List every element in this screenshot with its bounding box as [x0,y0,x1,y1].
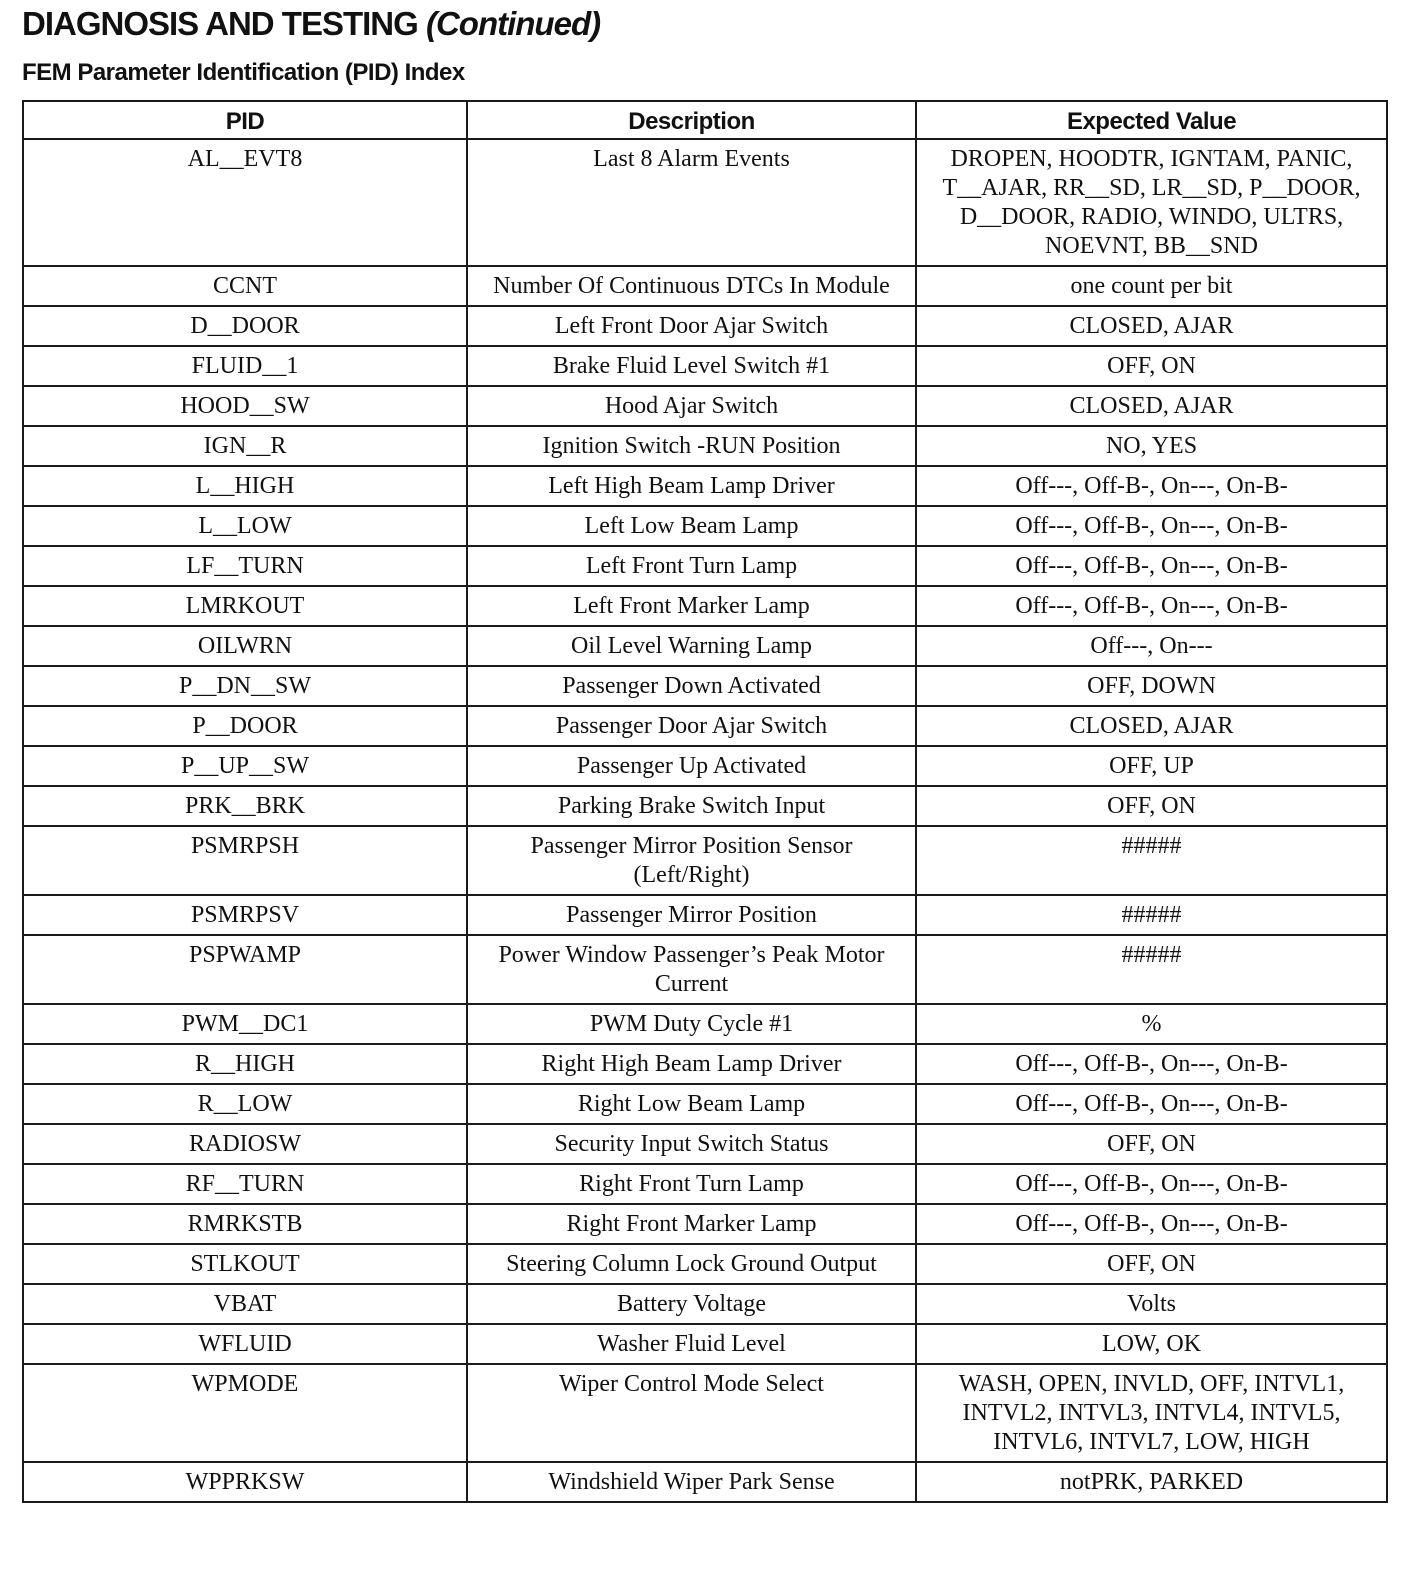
expected-value-cell: ##### [916,826,1387,895]
table-row [23,1044,1387,1084]
table-header-row [23,101,1387,139]
expected-value-cell: OFF, ON [916,786,1387,826]
pid-cell: P__DN__SW [23,666,467,706]
pid-cell: R__HIGH [23,1044,467,1084]
expected-value-cell: NO, YES [916,426,1387,466]
table-row [23,706,1387,746]
pid-cell: RF__TURN [23,1164,467,1204]
table-row [23,746,1387,786]
table-row [23,1084,1387,1124]
column-header-description: Description [467,101,916,139]
expected-value-cell: CLOSED, AJAR [916,306,1387,346]
expected-value-cell: OFF, ON [916,346,1387,386]
table-row [23,935,1387,1004]
description-cell: Ignition Switch -RUN Position [467,426,916,466]
description-cell: Number Of Continuous DTCs In Module [467,266,916,306]
pid-cell: WFLUID [23,1324,467,1364]
expected-value-cell: OFF, ON [916,1124,1387,1164]
pid-cell: PSMRPSV [23,895,467,935]
pid-cell: P__DOOR [23,706,467,746]
table-row [23,895,1387,935]
description-cell: Last 8 Alarm Events [467,139,916,266]
description-cell: Parking Brake Switch Input [467,786,916,826]
expected-value-cell: CLOSED, AJAR [916,386,1387,426]
table-row [23,466,1387,506]
pid-cell: STLKOUT [23,1244,467,1284]
table-row [23,666,1387,706]
table-row [23,306,1387,346]
table-row [23,586,1387,626]
description-cell: Brake Fluid Level Switch #1 [467,346,916,386]
pid-cell: L__LOW [23,506,467,546]
pid-cell: D__DOOR [23,306,467,346]
pid-index-table [22,100,1388,1503]
description-cell: Passenger Mirror Position Sensor (Left/Right) [467,826,916,895]
pid-cell: AL__EVT8 [23,139,467,266]
expected-value-cell: OFF, ON [916,1244,1387,1284]
description-cell: Passenger Down Activated [467,666,916,706]
expected-value-cell: Off---, On--- [916,626,1387,666]
expected-value-cell: notPRK, PARKED [916,1462,1387,1502]
expected-value-cell: % [916,1004,1387,1044]
expected-value-cell: OFF, DOWN [916,666,1387,706]
pid-cell: R__LOW [23,1084,467,1124]
description-cell: Power Window Passenger’s Peak Motor Current [467,935,916,1004]
pid-cell: PRK__BRK [23,786,467,826]
pid-cell: FLUID__1 [23,346,467,386]
pid-cell: LF__TURN [23,546,467,586]
pid-cell: PSPWAMP [23,935,467,1004]
column-header-pid: PID [23,101,467,139]
pid-cell: RADIOSW [23,1124,467,1164]
table-row [23,426,1387,466]
description-cell: Right Front Turn Lamp [467,1164,916,1204]
pid-cell: RMRKSTB [23,1204,467,1244]
table-row [23,1244,1387,1284]
table-row [23,1462,1387,1502]
table-row [23,786,1387,826]
expected-value-cell: Off---, Off-B-, On---, On-B- [916,1044,1387,1084]
description-cell: Passenger Mirror Position [467,895,916,935]
table-row [23,546,1387,586]
pid-cell: OILWRN [23,626,467,666]
table-row [23,1284,1387,1324]
table-row [23,386,1387,426]
expected-value-cell: Off---, Off-B-, On---, On-B- [916,1204,1387,1244]
table-row [23,139,1387,266]
expected-value-cell: DROPEN, HOODTR, IGNTAM, PANIC, T__AJAR, RR__SD, LR__SD, P__DOOR, D__DOOR, RADIO, WINDO, ULTRS, NOEVNT, BB__SND [916,139,1387,266]
description-cell: Left Front Turn Lamp [467,546,916,586]
expected-value-cell: one count per bit [916,266,1387,306]
page-title-suffix: (Continued) [425,5,601,42]
table-row [23,1364,1387,1462]
section-title: FEM Parameter Identification (PID) Index [22,59,465,86]
description-cell: Wiper Control Mode Select [467,1364,916,1462]
pid-cell: VBAT [23,1284,467,1324]
page-title-main: DIAGNOSIS AND TESTING [22,5,418,42]
table-row [23,506,1387,546]
pid-cell: LMRKOUT [23,586,467,626]
expected-value-cell: CLOSED, AJAR [916,706,1387,746]
description-cell: Windshield Wiper Park Sense [467,1462,916,1502]
table-row [23,1164,1387,1204]
description-cell: Steering Column Lock Ground Output [467,1244,916,1284]
pid-cell: WPMODE [23,1364,467,1462]
table-row [23,1324,1387,1364]
expected-value-cell: Off---, Off-B-, On---, On-B- [916,1084,1387,1124]
expected-value-cell: Off---, Off-B-, On---, On-B- [916,546,1387,586]
description-cell: Passenger Up Activated [467,746,916,786]
table-body [23,139,1387,1502]
table-row [23,346,1387,386]
description-cell: Security Input Switch Status [467,1124,916,1164]
description-cell: Hood Ajar Switch [467,386,916,426]
table-row [23,1124,1387,1164]
pid-cell: PSMRPSH [23,826,467,895]
table-row [23,826,1387,895]
pid-cell: CCNT [23,266,467,306]
pid-cell: P__UP__SW [23,746,467,786]
expected-value-cell: Off---, Off-B-, On---, On-B- [916,506,1387,546]
expected-value-cell: Off---, Off-B-, On---, On-B- [916,466,1387,506]
table-row [23,266,1387,306]
table-row [23,1204,1387,1244]
description-cell: Washer Fluid Level [467,1324,916,1364]
expected-value-cell: WASH, OPEN, INVLD, OFF, INTVL1, INTVL2, INTVL3, INTVL4, INTVL5, INTVL6, INTVL7, LOW, HIGH [916,1364,1387,1462]
table-row [23,626,1387,666]
expected-value-cell: ##### [916,935,1387,1004]
description-cell: Oil Level Warning Lamp [467,626,916,666]
expected-value-cell: Off---, Off-B-, On---, On-B- [916,1164,1387,1204]
expected-value-cell: LOW, OK [916,1324,1387,1364]
description-cell: Left High Beam Lamp Driver [467,466,916,506]
description-cell: Right High Beam Lamp Driver [467,1044,916,1084]
expected-value-cell: ##### [916,895,1387,935]
pid-cell: L__HIGH [23,466,467,506]
description-cell: Right Front Marker Lamp [467,1204,916,1244]
expected-value-cell: Off---, Off-B-, On---, On-B- [916,586,1387,626]
pid-cell: HOOD__SW [23,386,467,426]
page-title [22,2,600,46]
expected-value-cell: OFF, UP [916,746,1387,786]
description-cell: Left Front Door Ajar Switch [467,306,916,346]
description-cell: Left Low Beam Lamp [467,506,916,546]
description-cell: Passenger Door Ajar Switch [467,706,916,746]
expected-value-cell: Volts [916,1284,1387,1324]
column-header-expected-value: Expected Value [916,101,1387,139]
description-cell: Left Front Marker Lamp [467,586,916,626]
description-cell: Right Low Beam Lamp [467,1084,916,1124]
table-row [23,1004,1387,1044]
description-cell: PWM Duty Cycle #1 [467,1004,916,1044]
pid-cell: WPPRKSW [23,1462,467,1502]
pid-cell: PWM__DC1 [23,1004,467,1044]
pid-cell: IGN__R [23,426,467,466]
description-cell: Battery Voltage [467,1284,916,1324]
